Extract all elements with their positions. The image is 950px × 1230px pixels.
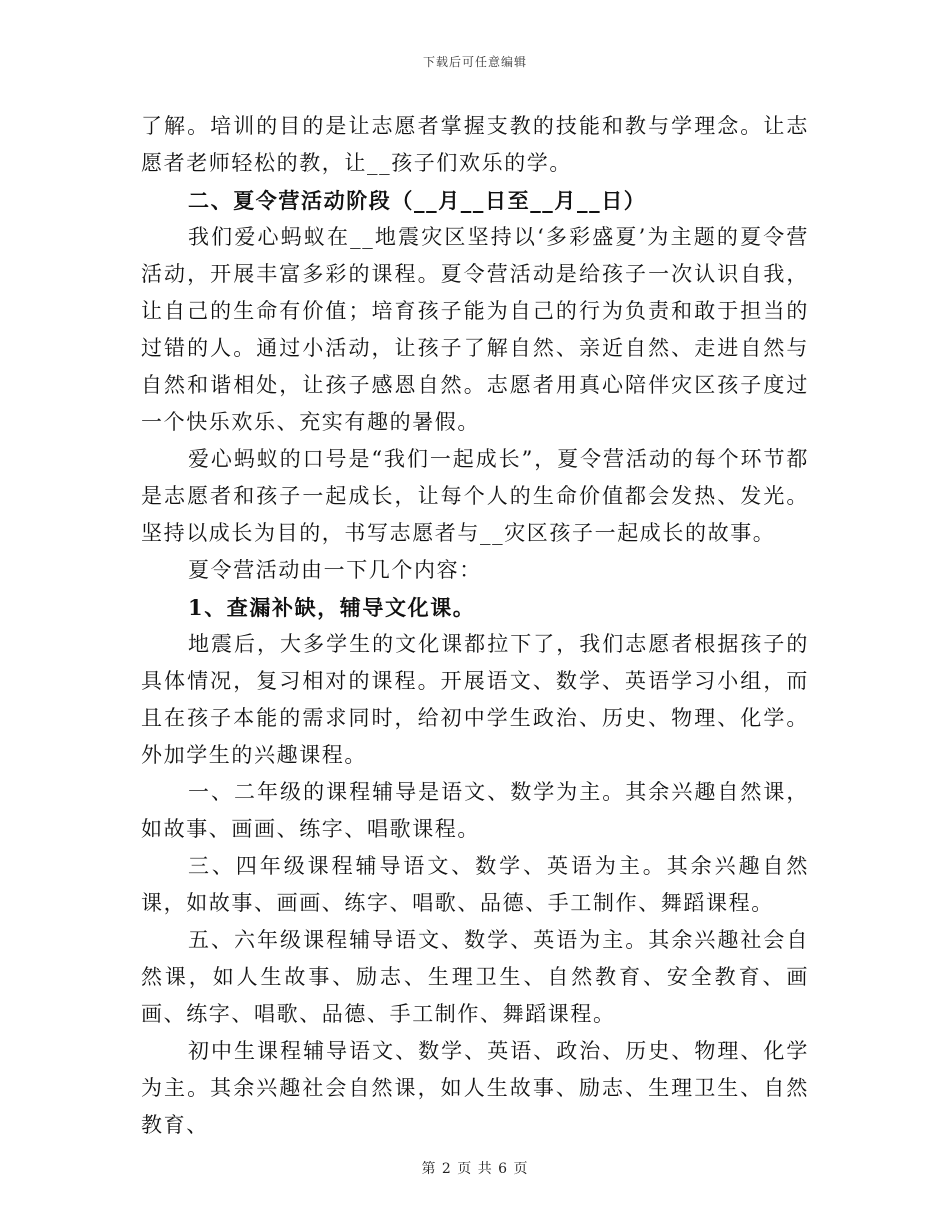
- section-heading-summer-camp: 二、夏令营活动阶段（__月__日至__月__日）: [188, 188, 647, 213]
- paragraph-training-goal: 了解。培训的目的是让志愿者掌握支教的技能和教与学理念。让志愿者老师轻松的教，让__孩子们欢乐的学。: [141, 114, 809, 175]
- paragraph-contents-intro: 夏令营活动由一下几个内容：: [188, 558, 482, 582]
- page-number: 第 2 页 共 6 页: [421, 1161, 529, 1177]
- paragraph-grade-3-4: 三、四年级课程辅导语文、数学、英语为主。其余兴趣自然课，如故事、画画、练字、唱歌、品德、手工制作、舞蹈课程。: [141, 854, 809, 915]
- paragraph-junior-high: 初中生课程辅导语文、数学、英语、政治、历史、物理、化学为主。其余兴趣社会自然课，如人生故事、励志、生理卫生、自然教育、: [141, 1039, 809, 1137]
- subheading-tutoring: 1、查漏补缺，辅导文化课。: [188, 595, 476, 620]
- paragraph-slogan: 爱心蚂蚁的口号是“我们一起成长”，夏令营活动的每个环节都是志愿者和孩子一起成长，让每个人的生命价值都会发热、发光。坚持以成长为目的，书写志愿者与__灾区孩子一起成长的故事。: [141, 447, 809, 545]
- page-header-note: 下载后可任意编辑: [422, 55, 527, 69]
- document-body: [141, 108, 809, 1144]
- paragraph-tutoring-detail: 地震后，大多学生的文化课都拉下了，我们志愿者根据孩子的具体情况，复习相对的课程。开展语文、数学、英语学习小组，而且在孩子本能的需求同时，给初中学生政治、历史、物理、化学。外加学生的兴趣课程。: [141, 632, 809, 767]
- paragraph-grade-1-2: 一、二年级的课程辅导是语文、数学为主。其余兴趣自然课，如故事、画画、练字、唱歌课程。: [141, 780, 809, 841]
- paragraph-camp-theme: 我们爱心蚂蚁在__地震灾区坚持以‘多彩盛夏’为主题的夏令营活动，开展丰富多彩的课程。夏令营活动是给孩子一次认识自我，让自己的生命有价值；培育孩子能为自己的行为负责和敢于担当的过错的人。通过小活动，让孩子了解自然、亲近自然、走进自然与自然和谐相处，让孩子感恩自然。志愿者用真心陪伴灾区孩子度过一个快乐欢乐、充实有趣的暑假。: [141, 225, 809, 434]
- paragraph-grade-5-6: 五、六年级课程辅导语文、数学、英语为主。其余兴趣社会自然课，如人生故事、励志、生理卫生、自然教育、安全教育、画画、练字、唱歌、品德、手工制作、舞蹈课程。: [141, 928, 809, 1026]
